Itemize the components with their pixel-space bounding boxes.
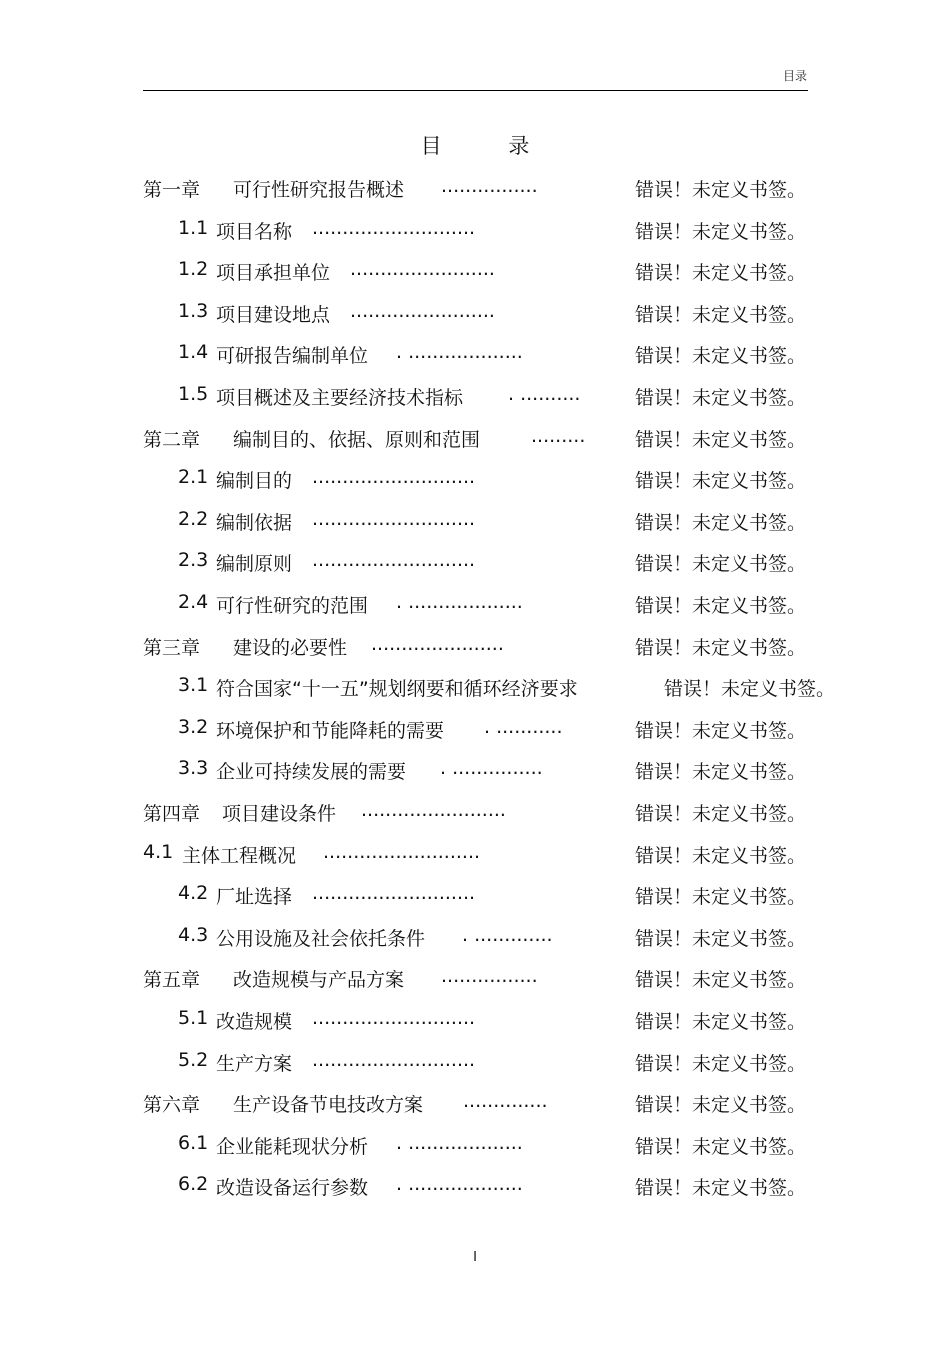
toc-entry-leader-dots: ........................... <box>312 466 476 489</box>
toc-entry-leader-dots: . .......... <box>508 383 581 405</box>
toc-entry-title: 符合国家“十一五”规划纲要和循环经济要求 <box>216 678 578 701</box>
toc-entry[interactable] <box>178 1007 808 1035</box>
toc-entry-number: 5.2 <box>178 1048 209 1071</box>
toc-entry-page-ref: 错误！未定义书签。 <box>635 886 807 909</box>
toc-entry[interactable] <box>178 300 808 328</box>
toc-entry-page-ref: 错误！未定义书签。 <box>635 220 807 243</box>
toc-entry[interactable] <box>178 674 836 702</box>
toc-entry-leader-dots: ........................ <box>350 258 495 281</box>
toc-entry-leader-dots: ................ <box>441 175 538 197</box>
toc-entry[interactable] <box>178 1173 808 1201</box>
toc-entry-page-ref: 错误！未定义书签。 <box>635 636 807 659</box>
toc-entry-number: 4.2 <box>178 882 209 905</box>
toc-entry-leader-dots: .............. <box>463 1090 548 1113</box>
toc-entry-page-ref: 错误！未定义书签。 <box>635 969 807 992</box>
toc-entry-title: 编制依据 <box>216 511 293 534</box>
toc-entry-page-ref: 错误！未定义书签。 <box>635 179 807 201</box>
toc-entry-page-ref: 错误！未定义书签。 <box>635 761 807 784</box>
page-number: I <box>473 1250 477 1265</box>
toc-entry-page-ref: 错误！未定义书签。 <box>635 1052 807 1075</box>
toc-entry[interactable] <box>143 1090 808 1118</box>
toc-entry-leader-dots: . ................... <box>396 1173 523 1196</box>
toc-title: 目 录 <box>420 134 560 158</box>
toc-entry-title: 改造设备运行参数 <box>216 1177 369 1200</box>
toc-entry-title: 项目承担单位 <box>216 262 331 285</box>
toc-entry-title: 企业能耗现状分析 <box>216 1135 369 1158</box>
toc-entry-title: 生产方案 <box>216 1052 293 1075</box>
toc-entry-number: 1.4 <box>178 341 209 364</box>
toc-entry-number: 2.2 <box>178 507 209 530</box>
toc-entry-title: 可研报告编制单位 <box>216 345 369 368</box>
toc-entry[interactable] <box>178 341 808 369</box>
toc-entry-page-ref: 错误！未定义书签。 <box>635 1011 807 1033</box>
header-rule <box>143 90 808 91</box>
toc-entry-number: 2.3 <box>178 549 209 572</box>
toc-entry-number: 第三章 <box>143 636 201 659</box>
toc-entry-leader-dots: . ................... <box>396 341 523 364</box>
toc-entry[interactable] <box>143 425 808 453</box>
toc-entry-title: 主体工程概况 <box>182 844 297 867</box>
toc-entry-title: 编制目的 <box>216 470 293 493</box>
toc-entry[interactable] <box>178 466 808 494</box>
toc-entry-page-ref: 错误！未定义书签。 <box>635 387 807 409</box>
toc-entry-leader-dots: . ........... <box>484 715 563 738</box>
toc-entry-page-ref: 错误！未定义书签。 <box>635 1135 807 1158</box>
toc-entry-title: 可行性研究的范围 <box>216 595 369 617</box>
toc-entry[interactable] <box>178 549 808 577</box>
toc-entry-number: 第一章 <box>143 179 201 201</box>
toc-entry-number: 1.1 <box>178 216 209 239</box>
toc-entry-title: 项目概述及主要经济技术指标 <box>216 387 464 409</box>
toc-entry-leader-dots: ........................ <box>350 299 495 322</box>
toc-entry[interactable] <box>143 965 808 993</box>
toc-entry-page-ref: 错误！未定义书签。 <box>635 803 807 825</box>
toc-entry-page-ref: 错误！未定义书签。 <box>635 345 807 368</box>
toc-entry-title: 改造规模与产品方案 <box>233 969 405 992</box>
toc-entry-number: 3.2 <box>178 715 209 738</box>
toc-entry-number: 4.3 <box>178 923 209 946</box>
toc-entry-title: 厂址选择 <box>216 886 293 909</box>
toc-entry-leader-dots: ........................... <box>312 1007 476 1029</box>
toc-entry-leader-dots: . ................... <box>396 591 523 613</box>
toc-entry-leader-dots: ........................... <box>312 882 476 905</box>
toc-entry[interactable] <box>178 258 808 286</box>
toc-entry-page-ref: 错误！未定义书签。 <box>635 553 807 576</box>
toc-entry-title: 改造规模 <box>216 1011 293 1033</box>
toc-entry-number: 3.1 <box>178 674 209 697</box>
toc-entry[interactable] <box>178 1132 808 1160</box>
toc-entry[interactable] <box>178 217 808 245</box>
toc-entry-leader-dots: ........................... <box>312 507 476 530</box>
toc-entry[interactable] <box>178 591 808 619</box>
toc-entry-page-ref: 错误！未定义书签。 <box>635 595 807 617</box>
toc-entry-number: 6.1 <box>178 1131 209 1154</box>
toc-entry-page-ref: 错误！未定义书签。 <box>635 262 807 285</box>
toc-entry-title: 项目名称 <box>216 220 293 243</box>
toc-entry-title: 环境保护和节能降耗的需要 <box>216 719 445 742</box>
toc-entry-title: 项目建设地点 <box>216 303 331 326</box>
toc-entry[interactable] <box>178 757 808 785</box>
toc-entry-number: 第五章 <box>143 969 201 992</box>
toc-entry-page-ref: 错误！未定义书签。 <box>635 927 807 950</box>
toc-entry-page-ref: 错误！未定义书签。 <box>635 1177 807 1200</box>
toc-entry-title: 编制原则 <box>216 553 293 576</box>
toc-entry-number: 第六章 <box>143 1094 201 1117</box>
toc-entry-number: 1.5 <box>178 383 209 405</box>
toc-entry-number: 3.3 <box>178 757 209 780</box>
toc-entry[interactable] <box>143 841 808 869</box>
toc-entry-number: 5.1 <box>178 1007 209 1029</box>
toc-entry-number: 第二章 <box>143 428 201 451</box>
toc-entry-leader-dots: . ............... <box>440 757 543 780</box>
toc-entry-title: 建设的必要性 <box>233 636 348 659</box>
toc-entry[interactable] <box>178 383 808 411</box>
toc-entry[interactable] <box>178 924 808 952</box>
toc-entry[interactable] <box>143 175 808 203</box>
toc-entry-title: 企业可持续发展的需要 <box>216 761 407 784</box>
toc-entry[interactable] <box>178 508 808 536</box>
toc-entry-page-ref: 错误！未定义书签。 <box>635 428 807 451</box>
toc-entry-page-ref: 错误！未定义书签。 <box>635 844 807 867</box>
toc-entry-title: 可行性研究报告概述 <box>233 179 405 201</box>
toc-entry-leader-dots: ...................... <box>371 632 504 655</box>
toc-entry-leader-dots: ........................... <box>312 549 476 572</box>
toc-entry-leader-dots: ........................... <box>312 216 476 239</box>
toc-entry-page-ref: 错误！未定义书签。 <box>635 511 807 534</box>
toc-entry-title: 编制目的、依据、原则和范围 <box>233 428 481 451</box>
toc-entry-number: 4.1 <box>143 840 174 863</box>
toc-entry[interactable] <box>178 1049 808 1077</box>
toc-entry-page-ref: 错误！未定义书签。 <box>635 470 807 493</box>
toc-entry[interactable] <box>178 716 808 744</box>
toc-entry-page-ref: 错误！未定义书签。 <box>664 678 836 701</box>
running-header: 目录 <box>782 69 807 83</box>
toc-entry-page-ref: 错误！未定义书签。 <box>635 303 807 326</box>
toc-entry-leader-dots: ......... <box>531 424 586 447</box>
toc-entry-title: 公用设施及社会依托条件 <box>216 927 426 950</box>
toc-entry-leader-dots: ................ <box>441 965 538 988</box>
toc-entry-number: 2.1 <box>178 466 209 489</box>
toc-entry-leader-dots: ........................... <box>312 1048 476 1071</box>
toc-entry-leader-dots: ........................ <box>361 799 506 821</box>
toc-entry-title: 生产设备节电技改方案 <box>233 1094 424 1117</box>
toc-entry-leader-dots: . ............. <box>462 923 553 946</box>
toc-entry-page-ref: 错误！未定义书签。 <box>635 719 807 742</box>
toc-entry[interactable] <box>178 882 808 910</box>
toc-entry-number: 1.2 <box>178 258 209 281</box>
toc-entry[interactable] <box>143 633 808 661</box>
toc-entry-title: 项目建设条件 <box>222 803 337 825</box>
toc-entry-number: 1.3 <box>178 299 209 322</box>
toc-entry-number: 6.2 <box>178 1173 209 1196</box>
toc-entry-leader-dots: .......................... <box>323 840 481 863</box>
toc-entry-number: 第四章 <box>143 803 201 825</box>
toc-entry-leader-dots: . ................... <box>396 1131 523 1154</box>
toc-entry-number: 2.4 <box>178 591 209 613</box>
toc-entry[interactable] <box>143 799 808 827</box>
toc-entry-page-ref: 错误！未定义书签。 <box>635 1094 807 1117</box>
